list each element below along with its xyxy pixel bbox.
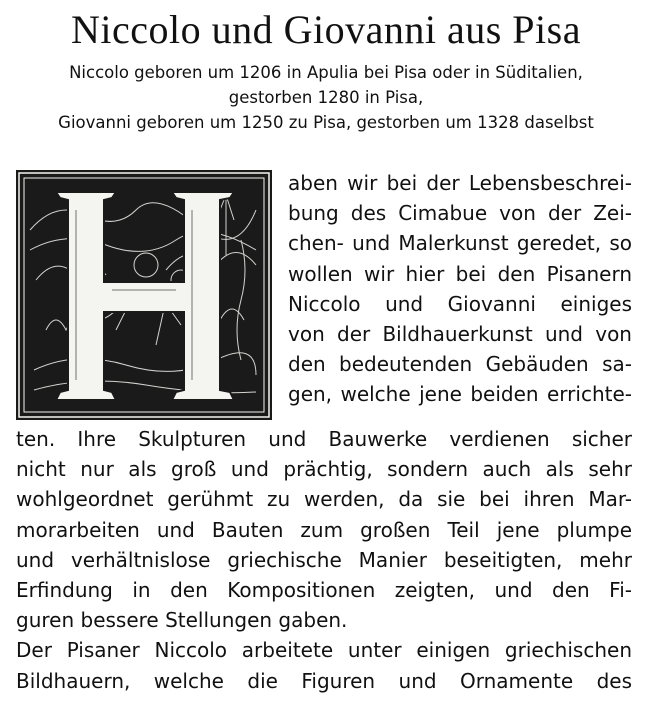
text-line: den bedeutenden Gebäuden sa- — [288, 352, 632, 377]
subtitle-line: Giovanni geboren um 1250 zu Pisa, gestorben um 1328 daselbst — [58, 113, 594, 132]
subtitle-line: Niccolo geboren um 1206 in Apulia bei Pisa oder in Süditalien, — [69, 63, 583, 82]
text-line: wollen wir hier bei den Pisanern — [288, 261, 632, 286]
woodcut-illustration — [16, 170, 272, 420]
text-line: und verhältnislose griechische Manier beseitigten, mehr — [16, 547, 632, 572]
text-line: von der Bildhauerkunst und von — [288, 321, 632, 346]
text-line: bung des Cimabue von der Zei- — [288, 201, 632, 226]
text-line: gen, welche jene beiden errichte- — [288, 382, 632, 407]
subtitle-line: gestorben 1280 in Pisa, — [228, 88, 424, 107]
text-line: Der Pisaner Niccolo arbeitete unter einigen griechischen — [16, 638, 632, 663]
text-line: ten. Ihre Skulpturen und Bauwerke verdienen sicher — [16, 427, 632, 451]
text-line: Bildhauern, welche die Figuren und Ornamente des — [16, 668, 632, 693]
text-line: morarbeiten und Bauten zum großen Teil jene plumpe — [16, 517, 632, 542]
text-line: Niccolo und Giovanni einiges — [288, 291, 632, 316]
text-line: Erfindung in den Kompositionen zeigten, und den Fi- — [16, 577, 632, 602]
full-width-paragraph — [16, 424, 632, 696]
text-line: guren bessere Stellungen gaben. — [16, 608, 348, 633]
indented-paragraph — [288, 168, 632, 410]
subtitle — [0, 60, 652, 135]
text-line: chen- und Malerkunst geredet, so — [288, 231, 632, 256]
text-line: aben wir bei der Lebensbeschrei- — [288, 171, 632, 195]
decorated-initial — [16, 170, 272, 420]
text-line: nicht nur als groß und prächtig, sondern auch als sehr — [16, 457, 632, 482]
page-title: Niccolo und Giovanni aus Pisa — [71, 7, 581, 52]
text-line: wohlgeordnet gerühmt zu werden, da sie bei ihren Mar- — [16, 487, 632, 512]
